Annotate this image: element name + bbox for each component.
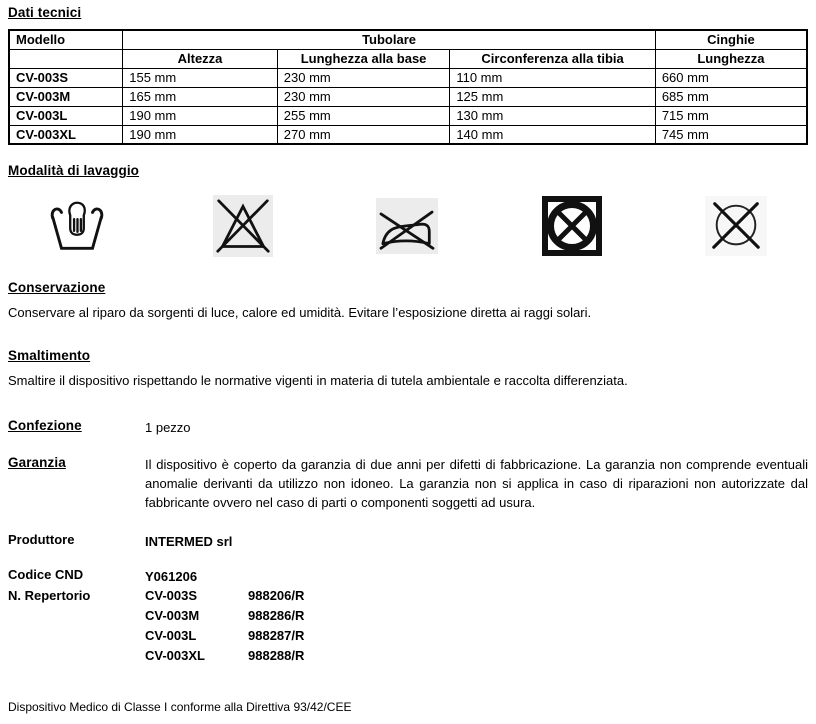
- cell-altezza: 165 mm: [123, 87, 278, 106]
- cell-lunghezza-base: 230 mm: [277, 87, 450, 106]
- table-row: [9, 125, 807, 144]
- produttore-row: [8, 532, 808, 551]
- table-header-row-1: [9, 30, 807, 49]
- cell-cinghie: 745 mm: [655, 125, 807, 144]
- repertorio-label: N. Repertorio: [8, 588, 91, 603]
- dati-tecnici-heading: Dati tecnici: [8, 5, 82, 20]
- cell-model: CV-003S: [9, 68, 123, 87]
- conservazione-text: Conservare al riparo da sorgenti di luce, calore ed umidità. Evitare l’esposizione diretta ai raggi solari.: [8, 305, 592, 320]
- repertorio-model: CV-003L: [145, 628, 197, 643]
- do-not-tumble-dry-icon: [542, 196, 602, 256]
- repertorio-model: CV-003S: [145, 588, 198, 603]
- col-header-modello: Modello: [9, 30, 123, 49]
- do-not-bleach-icon: [213, 195, 273, 257]
- cell-model: CV-003L: [9, 106, 123, 125]
- repertorio-entry: [145, 646, 808, 666]
- smaltimento-heading: Smaltimento: [8, 348, 91, 363]
- hand-wash-icon: [45, 198, 109, 254]
- cell-model: CV-003XL: [9, 125, 123, 144]
- repertorio-code: 988206/R: [248, 588, 305, 603]
- confezione-heading: Confezione: [8, 418, 82, 433]
- col-header-tubolare: Tubolare: [123, 30, 656, 49]
- garanzia-heading: Garanzia: [8, 455, 66, 470]
- cell-model: CV-003M: [9, 87, 123, 106]
- table-row: [9, 68, 807, 87]
- col-header-lunghezza: Lunghezza: [655, 49, 807, 68]
- lavaggio-heading: Modalità di lavaggio: [8, 163, 140, 178]
- cell-lunghezza-base: 270 mm: [277, 125, 450, 144]
- cell-cinghie: 715 mm: [655, 106, 807, 125]
- table-header-row-2: [9, 49, 807, 68]
- repertorio-code: 988286/R: [248, 608, 305, 623]
- smaltimento-text: Smaltire il dispositivo rispettando le normative vigenti in materia di tutela ambientale e raccolta differenziata.: [8, 373, 628, 388]
- repertorio-entry: [145, 586, 808, 606]
- do-not-dry-clean-icon: [705, 196, 767, 256]
- repertorio-table: [145, 586, 808, 666]
- cell-altezza: 155 mm: [123, 68, 278, 87]
- conservazione-heading: Conservazione: [8, 280, 106, 295]
- table-row: [9, 106, 807, 125]
- cell-circonferenza: 130 mm: [450, 106, 655, 125]
- cell-cinghie: 660 mm: [655, 68, 807, 87]
- cell-circonferenza: 110 mm: [450, 68, 655, 87]
- cell-lunghezza-base: 255 mm: [277, 106, 450, 125]
- col-header-cinghie: Cinghie: [655, 30, 807, 49]
- cell-circonferenza: 125 mm: [450, 87, 655, 106]
- produttore-label: Produttore: [8, 532, 75, 547]
- col-header-empty: [9, 49, 123, 68]
- repertorio-model: CV-003XL: [145, 648, 205, 663]
- do-not-iron-icon: [376, 198, 438, 254]
- col-header-altezza: Altezza: [123, 49, 278, 68]
- confezione-value: 1 pezzo: [145, 420, 191, 435]
- cell-altezza: 190 mm: [123, 106, 278, 125]
- col-header-lunghezza-base: Lunghezza alla base: [277, 49, 450, 68]
- cell-cinghie: 685 mm: [655, 87, 807, 106]
- cell-circonferenza: 140 mm: [450, 125, 655, 144]
- codice-cnd-value: Y061206: [145, 569, 198, 584]
- garanzia-text: Il dispositivo è coperto da garanzia di due anni per difetti di fabbricazione. La garanzia non comprende eventuali anomalie derivanti da utilizzo non idoneo. La garanzia non si applica in caso di riparazioni non autorizzate dal fabbricante ovvero nel caso di parti o componenti soggetti ad usura.: [145, 457, 808, 510]
- codice-cnd-label: Codice CND: [8, 567, 84, 582]
- footer-directive-text: Dispositivo Medico di Classe I conforme alla Direttiva 93/42/CEE: [8, 700, 352, 714]
- col-header-circonferenza: Circonferenza alla tibia: [450, 49, 655, 68]
- wash-symbols-row: [45, 194, 767, 258]
- repertorio-entry: [145, 606, 808, 626]
- confezione-row: [8, 418, 808, 437]
- cell-altezza: 190 mm: [123, 125, 278, 144]
- repertorio-entry: [145, 626, 808, 646]
- codice-cnd-row: [8, 567, 808, 586]
- repertorio-row: [8, 586, 808, 666]
- table-row: [9, 87, 807, 106]
- repertorio-code: 988288/R: [248, 648, 305, 663]
- repertorio-model: CV-003M: [145, 608, 200, 623]
- technical-data-table: [8, 29, 808, 145]
- cell-lunghezza-base: 230 mm: [277, 68, 450, 87]
- produttore-value: INTERMED srl: [145, 534, 233, 549]
- repertorio-code: 988287/R: [248, 628, 305, 643]
- garanzia-row: [8, 455, 808, 512]
